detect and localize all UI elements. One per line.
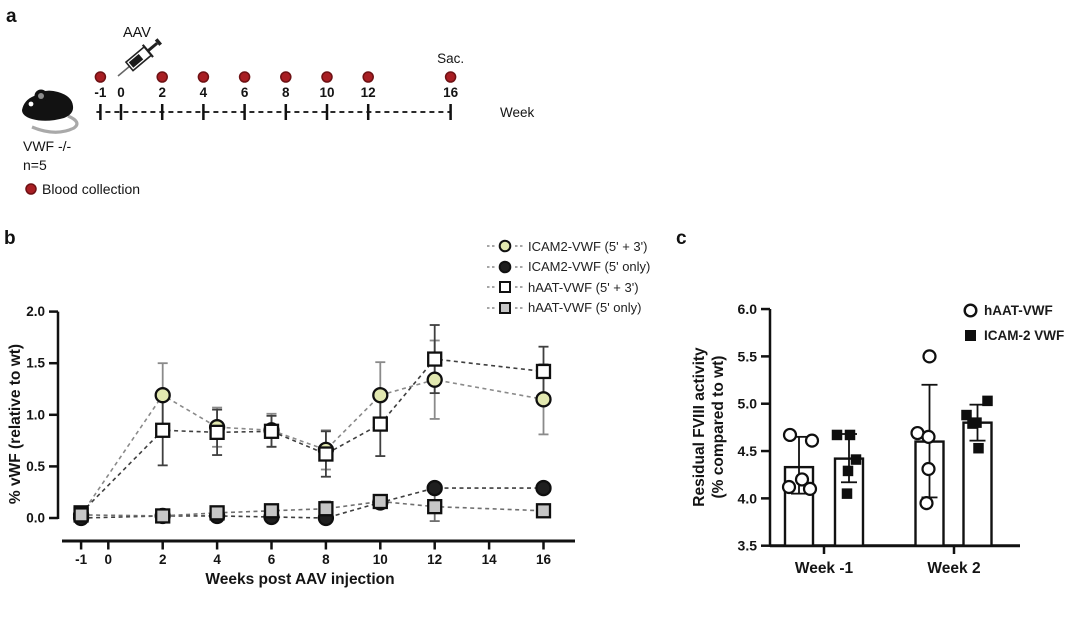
mouse-icon bbox=[22, 90, 77, 133]
panel-a-label: a bbox=[6, 6, 17, 27]
panel-a-timeline bbox=[22, 25, 535, 197]
scatter-point bbox=[845, 430, 856, 441]
y-axis-title-line2: (% compared to wt) bbox=[710, 355, 727, 499]
scatter-point bbox=[783, 481, 795, 493]
x-tick-label: 16 bbox=[535, 552, 552, 567]
mouse-ear-inner bbox=[38, 93, 44, 99]
legend-item-icam2-vwf bbox=[962, 323, 1064, 348]
data-point bbox=[537, 392, 551, 406]
data-point bbox=[537, 365, 550, 378]
legend-label: ICAM2-VWF (5' + 3') bbox=[528, 238, 648, 254]
scatter-point bbox=[982, 396, 993, 407]
series-lines-0 bbox=[76, 340, 548, 518]
syringe-plunger bbox=[148, 43, 157, 51]
legend-label: hAAT-VWF (5' only) bbox=[528, 300, 642, 316]
data-point bbox=[265, 504, 278, 517]
series-line bbox=[81, 380, 543, 515]
x-tick-label: 12 bbox=[427, 552, 443, 567]
scatter-point bbox=[843, 466, 854, 477]
timeline-tick-label: 2 bbox=[158, 85, 166, 100]
mouse-eye bbox=[29, 102, 34, 107]
legend-label: ICAM2-VWF (5' only) bbox=[528, 259, 651, 275]
blood-legend-dot bbox=[26, 184, 36, 194]
x-category-label: Week -1 bbox=[794, 560, 854, 577]
y-tick-label: 2.0 bbox=[26, 304, 45, 320]
scatter-point bbox=[851, 454, 862, 465]
x-tick-label: -1 bbox=[75, 552, 88, 567]
legend-item-icam2-5only bbox=[487, 257, 650, 278]
blood-collection-dot bbox=[240, 72, 250, 82]
y-axis-title: % vWF (relative to wt) bbox=[7, 343, 24, 505]
n-label: n=5 bbox=[23, 157, 47, 173]
x-tick-label: 6 bbox=[267, 552, 276, 567]
y-tick-label: 1.0 bbox=[26, 407, 45, 423]
data-point bbox=[75, 508, 88, 521]
timeline-tick-label: 12 bbox=[360, 85, 376, 100]
blood-collection-dot bbox=[157, 72, 167, 82]
y-tick-label: 1.5 bbox=[26, 355, 45, 371]
panel-b-label: b bbox=[4, 228, 16, 249]
data-point bbox=[428, 500, 441, 513]
y-axis-title-line1: Residual FVIII activity bbox=[691, 347, 708, 507]
timeline-tick-label: 16 bbox=[443, 85, 459, 100]
bar-series-0 bbox=[785, 385, 944, 546]
data-point bbox=[156, 509, 169, 522]
circle-filled-black-marker-icon bbox=[487, 259, 523, 275]
legend-label: hAAT-VWF (5' + 3') bbox=[528, 279, 639, 295]
y-tick-label: 5.5 bbox=[737, 348, 757, 365]
timeline-tick-label: 4 bbox=[199, 85, 208, 100]
square-filled-gray-marker-icon bbox=[487, 300, 523, 316]
legend-item-haat-full bbox=[487, 277, 650, 298]
blood-collection-dot bbox=[446, 72, 456, 82]
blood-collection-dot bbox=[281, 72, 291, 82]
syringe-needle bbox=[118, 66, 129, 76]
legend-item-haat-5only bbox=[487, 298, 650, 319]
week-axis-label: Week bbox=[500, 105, 535, 120]
timeline-tick-label: -1 bbox=[94, 85, 107, 100]
data-point bbox=[211, 426, 224, 439]
x-tick-label: 4 bbox=[213, 552, 221, 567]
y-tick-label: 6.0 bbox=[737, 301, 757, 318]
scatter-point bbox=[921, 497, 933, 509]
data-point bbox=[156, 424, 169, 437]
panel-c-label: c bbox=[676, 228, 687, 249]
data-point bbox=[428, 353, 441, 366]
legend-item-icam2-full bbox=[487, 236, 650, 257]
data-point bbox=[211, 506, 224, 519]
series-lines-3 bbox=[76, 492, 548, 521]
timeline-tick-label: 8 bbox=[282, 85, 290, 100]
scatter-point bbox=[923, 463, 935, 475]
scatter-point bbox=[804, 483, 816, 495]
blood-legend-label: Blood collection bbox=[42, 181, 141, 197]
scatter-point bbox=[924, 350, 936, 362]
scatter-point bbox=[923, 431, 935, 443]
x-tick-label: 2 bbox=[158, 552, 167, 567]
blood-collection-dot bbox=[198, 72, 208, 82]
blood-collection-dot bbox=[322, 72, 332, 82]
y-tick-label: 4.0 bbox=[737, 490, 757, 507]
data-point bbox=[428, 373, 442, 387]
x-category-label: Week 2 bbox=[927, 560, 981, 577]
y-tick-label: 3.5 bbox=[737, 537, 757, 554]
series-markers-2 bbox=[75, 353, 550, 520]
series-line bbox=[81, 488, 543, 518]
timeline-tick-label: 0 bbox=[117, 85, 125, 100]
scatter-point bbox=[784, 429, 796, 441]
scatter-point bbox=[842, 488, 853, 499]
panel-b-legend bbox=[487, 236, 650, 318]
data-point bbox=[265, 425, 278, 438]
y-tick-label: 0.5 bbox=[26, 458, 45, 474]
circle-open-yellow-marker-icon bbox=[487, 238, 523, 254]
data-point bbox=[319, 502, 332, 515]
data-point bbox=[374, 495, 387, 508]
panel-c-legend bbox=[962, 298, 1064, 348]
genotype-label: VWF -/- bbox=[23, 138, 72, 154]
data-point bbox=[373, 388, 387, 402]
legend-label: ICAM-2 VWF bbox=[984, 328, 1065, 343]
square-filled-marker-icon bbox=[962, 327, 979, 344]
series-markers-1 bbox=[74, 481, 550, 525]
aav-label: AAV bbox=[123, 25, 151, 41]
data-point bbox=[537, 481, 551, 495]
square-open-marker-icon bbox=[487, 279, 523, 295]
sac-label: Sac. bbox=[437, 51, 465, 66]
x-tick-label: 0 bbox=[104, 552, 113, 567]
timeline-tick-label: 6 bbox=[240, 85, 249, 100]
y-tick-label: 5.0 bbox=[737, 395, 757, 412]
panel-b-line-chart bbox=[7, 304, 575, 588]
scatter-point bbox=[967, 418, 978, 429]
x-tick-label: 10 bbox=[372, 552, 388, 567]
scatter-point bbox=[832, 430, 843, 441]
x-tick-label: 8 bbox=[322, 552, 330, 567]
legend-item-haat-vwf bbox=[962, 298, 1064, 323]
blood-collection-dot bbox=[95, 72, 105, 82]
data-point bbox=[319, 448, 332, 461]
y-tick-label: 0.0 bbox=[26, 510, 45, 526]
y-tick-label: 4.5 bbox=[737, 443, 757, 460]
legend-label: hAAT-VWF bbox=[984, 303, 1053, 318]
data-point bbox=[156, 388, 170, 402]
x-axis-title: Weeks post AAV injection bbox=[205, 571, 395, 588]
data-point bbox=[537, 504, 550, 517]
series-line bbox=[81, 359, 543, 513]
series-line bbox=[81, 501, 543, 515]
circle-open-marker-icon bbox=[962, 302, 979, 319]
data-point bbox=[374, 418, 387, 431]
scatter-point bbox=[806, 435, 818, 447]
timeline-tick-label: 10 bbox=[319, 85, 335, 100]
blood-collection-dot bbox=[363, 72, 373, 82]
scatter-point bbox=[973, 443, 984, 454]
x-tick-label: 14 bbox=[481, 552, 497, 567]
data-point bbox=[428, 481, 442, 495]
series-lines-1 bbox=[76, 484, 548, 521]
